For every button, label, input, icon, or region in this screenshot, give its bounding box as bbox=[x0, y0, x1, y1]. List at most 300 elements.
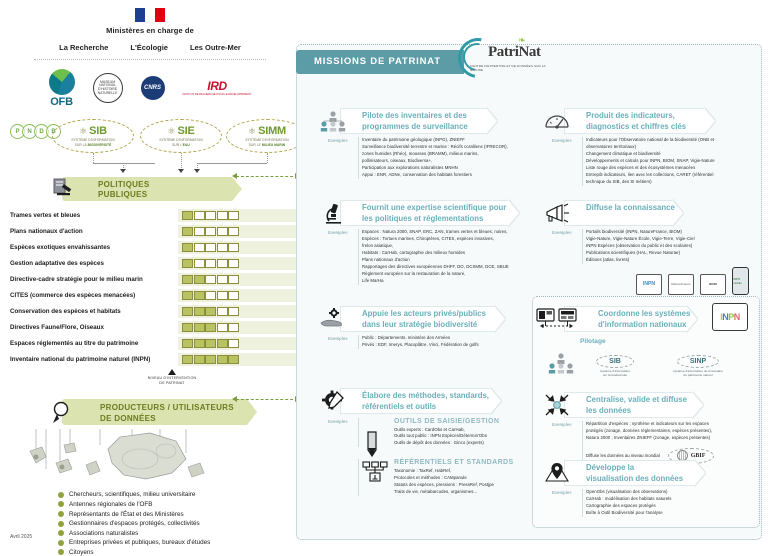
level-segment bbox=[228, 323, 239, 332]
scale-caption-line1: NIVEAU D'INTERVENTION bbox=[147, 376, 197, 380]
level-segment bbox=[217, 243, 228, 252]
mission-title bbox=[586, 203, 675, 214]
pilotage-sib bbox=[582, 350, 648, 377]
network-people-icon bbox=[548, 352, 574, 379]
policy-label: Conservation des espèces et habitats bbox=[10, 307, 121, 315]
producer-label: Associations naturalistes bbox=[69, 529, 139, 537]
mission-title bbox=[586, 111, 686, 132]
ministry-recherche: La Recherche bbox=[59, 43, 109, 52]
si-sub-line2pre: SUR L' bbox=[172, 142, 183, 147]
gbif-label: GBIF bbox=[690, 452, 706, 459]
pndb-letter-n: N bbox=[22, 124, 37, 139]
example-item: Portails biodiversité (INPN, NatureFrance, BIOM) bbox=[586, 229, 683, 234]
level-segment bbox=[205, 275, 216, 284]
mission-title-line2: visualisation des données bbox=[586, 473, 684, 483]
mission-title bbox=[598, 309, 690, 330]
level-segment bbox=[217, 275, 228, 284]
date-stamp: Avril 2025 bbox=[10, 534, 33, 540]
intervention-level-bar bbox=[182, 355, 240, 364]
si-code-sie: SIE bbox=[177, 125, 195, 138]
badge-inpn-mobile: INPN mobile bbox=[732, 267, 749, 295]
partner-logos bbox=[0, 67, 300, 109]
examples-list bbox=[362, 335, 532, 349]
pilotage-block bbox=[540, 338, 754, 392]
patrinat-tagline: CENTRE D'EXPERTISE ET DE DONNÉES SUR LA NATURE bbox=[470, 64, 546, 72]
bullet-icon bbox=[58, 511, 64, 517]
level-segment bbox=[182, 259, 193, 268]
policy-label: Espaces réglementés au titre du patrimoine bbox=[10, 339, 139, 347]
pill-sinp-sub: système d'information de l'inventaire du patrimoine naturel bbox=[673, 369, 723, 378]
triangle-icon bbox=[168, 369, 176, 375]
mission-title bbox=[362, 309, 486, 330]
mission-title bbox=[586, 463, 683, 484]
si-sub-line2bold: EAU bbox=[182, 142, 190, 147]
example-item: Taxonomie : TaxRef, HabRef, bbox=[394, 467, 452, 473]
mission-title bbox=[362, 111, 468, 132]
level-segment bbox=[205, 355, 216, 364]
badge-inpn: INPN bbox=[636, 274, 662, 295]
intervention-level-bar bbox=[182, 339, 240, 348]
examples-label: Exemples bbox=[552, 490, 572, 495]
policies-banner bbox=[62, 177, 242, 201]
example-item: Statuts des espèces, pressions : PressRef, Postjpe bbox=[394, 481, 494, 487]
pilotage-label: Pilotage bbox=[580, 338, 606, 345]
examples-label: Exemples bbox=[552, 138, 572, 143]
level-segment bbox=[228, 355, 239, 364]
producers-banner bbox=[62, 399, 262, 425]
left-column bbox=[0, 0, 300, 556]
level-segment bbox=[194, 339, 205, 348]
mission-title-line2: diagnostics et chiffres clés bbox=[586, 121, 687, 131]
megaphone-icon bbox=[542, 201, 572, 225]
france-map-illustration bbox=[0, 429, 300, 487]
ofb-label: OFB bbox=[50, 95, 73, 108]
mission-card-pilote-inventaires bbox=[316, 108, 528, 179]
policy-row bbox=[10, 255, 300, 271]
level-segment bbox=[205, 307, 216, 316]
example-item: Règlement européen sur la restauration de la nature, bbox=[362, 270, 466, 276]
policy-label: Inventaire national du patrimoine naturel (INPN) bbox=[10, 355, 151, 363]
arrow-down-icon bbox=[194, 169, 200, 173]
intervention-level-bar bbox=[182, 211, 240, 220]
converge-arrows-icon bbox=[542, 393, 572, 417]
bullet-icon bbox=[58, 530, 64, 536]
mission-header bbox=[316, 200, 532, 226]
producers-banner-line2: DE DONNÉES bbox=[100, 413, 156, 423]
level-segment bbox=[228, 227, 239, 236]
section-heading-outils: OUTILS DE SAISIE/GESTION bbox=[394, 418, 500, 425]
mission-examples bbox=[540, 229, 758, 264]
level-segment bbox=[217, 227, 228, 236]
mission-title-line1: Pilote des inventaires et des bbox=[362, 111, 467, 120]
badge-naturefrance: NatureFrance bbox=[668, 274, 694, 295]
mission-header bbox=[540, 392, 754, 418]
section-lines-referentiels bbox=[394, 468, 532, 496]
si-oval-sie bbox=[140, 119, 222, 153]
policies-banner-label bbox=[98, 180, 149, 200]
mission-card-produit-indicateurs bbox=[540, 108, 758, 186]
mission-title-line2: dans leur stratégie biodiversité bbox=[362, 319, 478, 329]
policy-row bbox=[10, 271, 300, 287]
level-segment bbox=[217, 307, 228, 316]
mission-examples bbox=[316, 335, 532, 349]
level-segment bbox=[194, 259, 205, 268]
missions-tab-title: MISSIONS DE PATRINAT bbox=[314, 56, 441, 67]
policy-row bbox=[10, 351, 300, 367]
producer-item bbox=[58, 501, 300, 508]
gavel-icon bbox=[52, 177, 76, 201]
policy-label: Plans nationaux d'action bbox=[10, 227, 83, 235]
mission-examples bbox=[316, 229, 532, 285]
mission-card-centralise-diffuse bbox=[540, 392, 754, 464]
example-item: Protocoles et méthodes : CAMpanule bbox=[394, 474, 467, 480]
producer-label: Chercheurs, scientifiques, milieu universitaire bbox=[69, 491, 196, 499]
example-item: Éditions (atlas, livrets) bbox=[586, 256, 630, 262]
example-item: OpenObs (visualisation des observations) bbox=[586, 489, 668, 494]
intervention-level-bar bbox=[182, 259, 240, 268]
arrow-left-icon bbox=[232, 396, 237, 402]
level-segment bbox=[217, 291, 228, 300]
level-segment bbox=[205, 227, 216, 236]
repository-icon bbox=[362, 461, 388, 492]
mission-title-line1: Diffuse la connaissance bbox=[586, 203, 675, 212]
example-item: Outils experts : CardObs et CarHab, bbox=[394, 426, 465, 432]
pndb-letter-b: B bbox=[46, 124, 61, 139]
level-segment bbox=[182, 307, 193, 316]
policies-banner-line2: PUBLIQUES bbox=[98, 190, 148, 199]
intervention-level-bar bbox=[182, 227, 240, 236]
ministry-outremer: Les Outre-Mer bbox=[189, 43, 241, 52]
pill-sinp: SINP bbox=[677, 355, 719, 368]
si-sub-line2bold: MILIEU MARIN bbox=[261, 142, 286, 147]
level-segment bbox=[205, 211, 216, 220]
producer-item bbox=[58, 520, 300, 527]
mission-header bbox=[540, 306, 754, 332]
si-code-simm: SIMM bbox=[258, 125, 286, 138]
si-sub-line2pre: SUR LE bbox=[248, 142, 262, 147]
examples-list bbox=[586, 229, 758, 264]
policy-row bbox=[10, 319, 300, 335]
methods-section-referentiels bbox=[316, 459, 532, 495]
mission-card-appuie-acteurs bbox=[316, 306, 532, 349]
mission-header bbox=[316, 306, 532, 332]
mission-card-coordonne-si bbox=[540, 306, 754, 392]
si-sub-line2bold: BIODIVERSITÉ bbox=[87, 142, 112, 147]
level-segment bbox=[217, 259, 228, 268]
gear-pen-icon bbox=[318, 389, 348, 413]
mission-header bbox=[316, 108, 528, 134]
producer-item bbox=[58, 530, 300, 537]
ird-logo bbox=[183, 79, 252, 96]
mission-title-line2: programmes de surveillance bbox=[362, 121, 468, 131]
mission-title-line1: Fournit une expertise scientifique pour bbox=[362, 203, 507, 212]
gbif-caption: Diffuse les données au niveau mondial bbox=[586, 453, 660, 459]
level-segment bbox=[182, 243, 193, 252]
examples-list bbox=[586, 137, 758, 186]
level-segment bbox=[228, 275, 239, 284]
intervention-level-bar bbox=[182, 291, 240, 300]
producer-label: Représentants de l'État et des Ministères bbox=[69, 510, 184, 518]
level-segment bbox=[228, 291, 239, 300]
methods-section-outils bbox=[316, 418, 532, 447]
level-segment bbox=[205, 243, 216, 252]
bullet-icon bbox=[58, 549, 64, 555]
policies-list bbox=[0, 207, 300, 367]
ird-sublabel: INSTITUT DE RECHERCHE POUR LE DÉVELOPPEMENT bbox=[182, 93, 252, 97]
si-sub-sib bbox=[71, 138, 114, 147]
policy-label: Directive-cadre stratégie pour le milieu marin bbox=[10, 275, 143, 283]
pndb-letter-p: P bbox=[10, 124, 25, 139]
level-segment bbox=[182, 227, 193, 236]
cnrs-label: CNRS bbox=[143, 85, 161, 91]
arrow-down-icon bbox=[120, 169, 126, 173]
policy-row bbox=[10, 303, 300, 319]
bullet-icon bbox=[58, 521, 64, 527]
policy-row bbox=[10, 287, 300, 303]
level-segment bbox=[228, 307, 239, 316]
level-segment bbox=[228, 243, 239, 252]
si-sub-simm bbox=[245, 138, 288, 147]
level-segment bbox=[182, 275, 193, 284]
mission-header bbox=[540, 108, 758, 134]
policy-row bbox=[10, 207, 300, 223]
link-policies-to-panel bbox=[236, 176, 298, 177]
example-item: Publications scientifiques (HAL, Revue Naturae) bbox=[586, 249, 681, 255]
producer-label: Antennes régionales de l'OFB bbox=[69, 500, 153, 508]
example-item: observatoires territoriaux) bbox=[586, 143, 637, 149]
level-segment bbox=[194, 291, 205, 300]
level-segment bbox=[217, 211, 228, 220]
producers-list bbox=[18, 491, 300, 556]
network-people-icon: ⚛ bbox=[248, 125, 257, 136]
mission-header bbox=[316, 388, 532, 414]
examples-label: Exemples bbox=[328, 419, 348, 424]
example-item: pollinisateurs, oiseaux, Biodiversa+, bbox=[362, 157, 433, 163]
french-flag-icon bbox=[135, 8, 165, 22]
level-segment bbox=[182, 323, 193, 332]
magnifier-icon bbox=[50, 400, 76, 431]
network-people-icon: ⚛ bbox=[79, 125, 88, 136]
level-segment bbox=[205, 291, 216, 300]
mnhn-label: MUSEUM NATIONAL D'HISTOIRE NATURELLE bbox=[97, 79, 118, 95]
pill-sib: SIB bbox=[596, 355, 634, 368]
ministries-row bbox=[0, 43, 300, 52]
mission-title bbox=[362, 203, 506, 224]
pill-sib-sub: système d'information sur la biodiversité bbox=[600, 369, 630, 378]
policy-label: Trames vertes et bleues bbox=[10, 211, 81, 219]
level-segment bbox=[217, 355, 228, 364]
producer-label: Gestionnaires d'espaces protégés, collectivités bbox=[69, 520, 200, 528]
level-segment bbox=[194, 355, 205, 364]
producer-label: Entreprises privées et publiques, bureaux d'études bbox=[69, 539, 211, 547]
example-item: Espaces : Natura 2000, SNAP, ERC, ZAN, trames vertes et bleues, noires, bbox=[362, 229, 508, 234]
mission-card-diffuse-connaissance bbox=[540, 200, 758, 295]
hand-gear-icon bbox=[318, 307, 348, 331]
link-producers-to-panel bbox=[236, 399, 298, 400]
mission-examples bbox=[540, 489, 754, 517]
example-item: Espèces : Tortues marines, Chiroptères, CITES, espèces invasives, bbox=[362, 235, 494, 241]
ofb-logo bbox=[49, 69, 75, 108]
policies-banner-line1: POLITIQUES bbox=[98, 180, 150, 189]
level-segment bbox=[182, 339, 193, 348]
level-segment bbox=[217, 323, 228, 332]
producer-item bbox=[58, 539, 300, 546]
intervention-level-bar bbox=[182, 323, 240, 332]
mission-title-line2: les politiques et réglementations bbox=[362, 213, 484, 223]
level-segment bbox=[194, 323, 205, 332]
mission-title-line1: Coordonne les systèmes bbox=[598, 309, 691, 318]
example-item: Habitats : CarHab, cartographie des milieux humides bbox=[362, 249, 466, 255]
example-item: Développements et calculs pour INPN, BIOM, SNAP, Vigie-Nature bbox=[586, 157, 715, 163]
diffusion-badges bbox=[636, 267, 758, 295]
example-item: Plans nationaux d'action bbox=[362, 256, 410, 262]
microscope-icon bbox=[318, 201, 348, 225]
examples-label: Exemples bbox=[328, 230, 348, 235]
example-item: Boîte à Outil Biodiversité pour l'analyse bbox=[586, 509, 663, 515]
two-screens-icon bbox=[534, 307, 580, 331]
policy-label: CITES (commerce des espèces menacées) bbox=[10, 291, 136, 299]
intervention-scale-caption bbox=[112, 369, 232, 385]
si-oval-sib bbox=[52, 119, 134, 153]
inpn-logo-badge: INPN bbox=[712, 303, 748, 331]
mission-title-line1: Développe la bbox=[586, 463, 635, 472]
ministries-title: Ministères en charge de bbox=[106, 26, 194, 35]
level-segment bbox=[228, 259, 239, 268]
example-item: Entrepôt indicateurs, lien avec les collections, CARET (référentiel bbox=[586, 171, 714, 177]
missions-tab bbox=[296, 50, 464, 74]
policy-label: Espèces exotiques envahissantes bbox=[10, 243, 111, 251]
patrinat-wordmark: PatriNat bbox=[488, 44, 541, 60]
producers-banner-line1: PRODUCTEURS / UTILISATEURS bbox=[100, 403, 234, 413]
arrow-down-icon bbox=[178, 169, 184, 173]
mission-examples bbox=[540, 421, 754, 464]
level-segment bbox=[182, 355, 193, 364]
example-item: Indicateurs pour l'Observatoire national de la biodiversité (ONB et bbox=[586, 137, 715, 142]
bullet-icon bbox=[58, 501, 64, 507]
level-segment bbox=[194, 307, 205, 316]
level-segment bbox=[194, 227, 205, 236]
pen-icon bbox=[364, 430, 386, 463]
information-systems-row bbox=[0, 115, 300, 157]
mission-title-line2: référentiels et outils bbox=[362, 401, 437, 411]
divider-dotted bbox=[34, 59, 266, 60]
level-segment bbox=[217, 339, 228, 348]
si-connectors bbox=[0, 157, 300, 175]
pilotage-sinp bbox=[658, 350, 738, 377]
network-people-icon: ⚛ bbox=[167, 125, 176, 136]
level-segment bbox=[205, 323, 216, 332]
examples-label: Exemples bbox=[328, 336, 348, 341]
producer-item bbox=[58, 491, 300, 498]
si-sub-line1: SYSTÈME D'INFORMATION bbox=[71, 138, 115, 143]
si-sub-line1: SYSTÈME D'INFORMATION bbox=[159, 138, 203, 143]
example-item: Traits de vie, métabarcodes, organismes... bbox=[394, 488, 478, 494]
example-item: zones humides (Rhéo), mousses (BRAMM), milieux marins, bbox=[362, 150, 479, 156]
example-item: Public : Départements, ministère des Armées bbox=[362, 335, 451, 340]
mission-header bbox=[540, 460, 754, 486]
network-people-icon bbox=[318, 109, 348, 133]
mission-title bbox=[362, 391, 489, 412]
level-segment bbox=[228, 339, 239, 348]
example-item: INPN Espèces (observation du public et des scolaires) bbox=[586, 242, 693, 248]
patrinat-logo bbox=[458, 36, 553, 74]
example-item: CarHab : modélisation des habitats naturels bbox=[586, 495, 672, 501]
example-item: Vigie-Nature, Vigie-Nature École, Vigie-Terre, Vigie-Ciel bbox=[586, 235, 695, 241]
map-pin-icon bbox=[542, 461, 572, 485]
examples-label: Exemples bbox=[552, 422, 572, 427]
ird-label: IRD bbox=[207, 79, 227, 94]
mission-header bbox=[540, 200, 758, 226]
mission-card-elabore-methodes bbox=[316, 388, 532, 496]
mission-examples bbox=[316, 137, 528, 179]
intervention-level-bar bbox=[182, 275, 240, 284]
si-sub-sie bbox=[159, 138, 202, 147]
mission-examples bbox=[540, 137, 758, 186]
mission-title-line1: Élabore des méthodes, standards, bbox=[362, 391, 489, 400]
si-code-sib: SIB bbox=[89, 125, 107, 138]
policy-label: Directives Faune/Flore, Oiseaux bbox=[10, 323, 104, 331]
section-lines-outils bbox=[394, 427, 532, 448]
example-item: Privés : EDF, Imerys, Placoplâtre, Vinci, Fédération de golfs bbox=[362, 341, 479, 347]
example-item: Liste rouge des espèces et des écosystèmes menacées bbox=[586, 164, 696, 170]
mission-card-developpe-visualisation bbox=[540, 460, 754, 517]
example-item: Outils de dépôt des données : Ginco (experts) bbox=[394, 440, 484, 446]
badge-biom: BIOM bbox=[700, 274, 726, 295]
ofb-mark-icon bbox=[49, 69, 75, 95]
example-item: Cartographie des espaces protégés bbox=[586, 502, 656, 508]
producer-item bbox=[58, 511, 300, 518]
si-sub-line2pre: SUR LA bbox=[74, 142, 88, 147]
mission-title-line1: Appuie les acteurs privés/publics bbox=[362, 309, 486, 318]
example-item: Life MarHa bbox=[362, 277, 384, 283]
si-sub-line1: SYSTÈME D'INFORMATION bbox=[245, 138, 289, 143]
gauge-icon bbox=[542, 109, 572, 133]
example-item: Natura 2000 ; Inventaires ZNIEFF (zonage, espèces présentes) bbox=[586, 434, 711, 440]
example-item: Appui : ENR, ADNe, conservation des habitats forestiers bbox=[362, 171, 472, 177]
mission-title-line2: les données bbox=[586, 405, 632, 415]
example-item: Rapportages des directives européennes DHFF, DO, DCSMM, DCE, SBUE bbox=[362, 263, 509, 269]
example-item: frelon asiatique, bbox=[362, 242, 394, 248]
arrow-left-icon bbox=[232, 173, 237, 179]
example-item: Changement climatique et biodiversité bbox=[586, 150, 661, 156]
intervention-level-bar bbox=[182, 243, 240, 252]
example-item: Outils tout public : INPN Espèces/Détermin'Obs bbox=[394, 433, 487, 439]
intervention-level-bar bbox=[182, 307, 240, 316]
example-item: Participation aux explorations naturalistes MNHN bbox=[362, 164, 458, 170]
section-heading-referentiels: RÉFÉRENTIELS ET STANDARDS bbox=[394, 459, 514, 467]
examples-label: Exemples bbox=[552, 230, 572, 235]
pndb-letter-d: D bbox=[34, 124, 49, 139]
examples-list bbox=[362, 229, 532, 285]
example-item: protégés (zonage, données réglementaires, espèces présentes), bbox=[586, 427, 713, 433]
bullet-icon bbox=[58, 492, 64, 498]
mission-title-line1: Centralise, valide et diffuse bbox=[586, 395, 687, 404]
mission-card-expertise-scientifique bbox=[316, 200, 532, 285]
example-item: technique du SIB, des SI métiers) bbox=[586, 178, 652, 184]
mission-title-line1: Produit des indicateurs, bbox=[586, 111, 675, 120]
example-item: Inventaire du patrimoine géologique (INPG), ZNIEFF bbox=[362, 137, 465, 142]
examples-list bbox=[362, 137, 528, 179]
examples-list bbox=[586, 489, 754, 517]
cnrs-logo bbox=[141, 76, 165, 100]
policy-row bbox=[10, 335, 300, 351]
level-segment bbox=[205, 259, 216, 268]
policy-row bbox=[10, 223, 300, 239]
examples-list bbox=[586, 421, 754, 442]
mission-title-line2: d'information nationaux bbox=[598, 319, 687, 329]
producers-banner-label bbox=[100, 403, 234, 424]
producer-item bbox=[58, 549, 300, 556]
